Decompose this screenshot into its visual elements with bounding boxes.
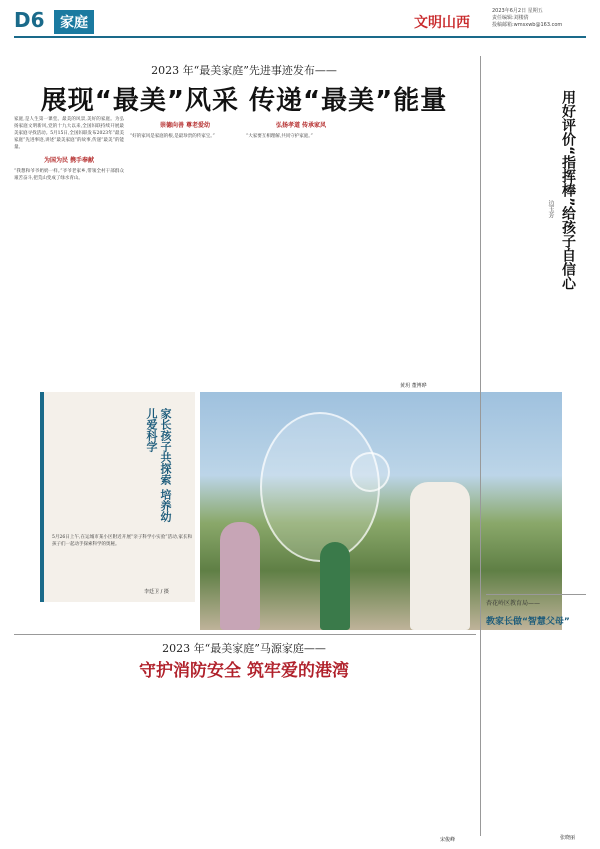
story-column bbox=[246, 116, 356, 386]
sidebar2-title: 教家长做“智慧父母” bbox=[486, 617, 570, 627]
issue-date: 2023年6月2日 bbox=[492, 8, 527, 14]
publication-logo: 文明山西 bbox=[414, 15, 470, 31]
section-label: 家庭 bbox=[54, 10, 94, 34]
story-subhead: 崇德向善 尊老爱幼 bbox=[159, 122, 211, 129]
story-paragraph: 家庭,是人生第一课堂。最美的风景,美好的家庭。为弘扬家庭文明新风,党的十九大以来,全国妇联持续开展最美家庭寻找活动。5月15日,全国妇联发布2023年“最美家庭”先进事迹,讲述“最美家庭”的故事,传递“最美”的能量。 bbox=[14, 117, 124, 150]
sidebar2-column bbox=[486, 632, 586, 832]
column-divider bbox=[480, 56, 481, 836]
child-figure bbox=[320, 542, 350, 630]
photo-caption-title: 家长孩子共探索 培养幼儿爱科学 bbox=[145, 408, 172, 522]
sidebar2-byline: 张晓丽 bbox=[560, 835, 576, 841]
story-subhead: 为国为民 携手奉献 bbox=[43, 157, 95, 164]
story-paragraph: “我想和爷爷奶奶一样。”爷爷老家乡,带领全村干部群众艰苦奋斗,把荒山变成了绿水青山。 bbox=[14, 169, 124, 181]
photo-caption-box bbox=[40, 392, 195, 602]
story2-byline: 宋俊峰 bbox=[440, 837, 456, 843]
story-subhead: 弘扬孝道 传承家风 bbox=[275, 122, 327, 129]
sidebar-title: 用好评价“指挥棒”给孩子自信心 bbox=[560, 90, 576, 291]
soap-bubble bbox=[350, 452, 390, 492]
editor: 责任编辑:刘楼倩 bbox=[492, 15, 529, 21]
sidebar2-kicker: 杏花岭区教育局—— bbox=[486, 600, 541, 607]
story-paragraph: “大家要互相理解,共同守护家庭。” bbox=[246, 134, 313, 139]
story2-column bbox=[130, 686, 240, 836]
story-byline: 黄玥 董博晔 bbox=[400, 383, 427, 389]
photo-caption-text: 5月26日上午,在运城市某小区附近开展“亲子科学小实验”活动,家长和孩子们一起动手探索科学的奥秘。 bbox=[52, 535, 192, 547]
section-divider bbox=[14, 634, 476, 635]
story-kicker: 2023 年“最美家庭”先进事迹发布—— bbox=[151, 64, 337, 77]
masthead bbox=[14, 6, 586, 38]
sidebar-divider bbox=[486, 594, 586, 595]
story-paragraph: “好的家风是家庭的根,是最珍贵的传家宝。” bbox=[130, 134, 215, 139]
issue-weekday: 星期五 bbox=[527, 8, 543, 14]
story-column bbox=[14, 116, 124, 386]
story2-headline: 守护消防安全 筑牢爱的港湾 bbox=[139, 661, 349, 681]
page-number: D6 bbox=[14, 8, 45, 32]
email: 投稿邮箱:wmsxwb@163.com bbox=[492, 22, 563, 28]
story-column bbox=[130, 116, 240, 386]
sidebar-column bbox=[486, 56, 556, 576]
story2-column bbox=[14, 686, 124, 836]
story2-kicker: 2023 年“最美家庭”马源家庭—— bbox=[162, 642, 326, 655]
story2-column bbox=[246, 686, 356, 836]
story-headline: 展现“最美”风采 传递“最美”能量 bbox=[40, 86, 448, 116]
background-figure bbox=[220, 522, 260, 630]
story2-column bbox=[362, 686, 472, 836]
photo-credit: 李廷卫 / 摄 bbox=[144, 589, 169, 595]
adult-figure bbox=[410, 482, 470, 630]
sidebar-author: 边玉芳 bbox=[547, 200, 554, 218]
story-column bbox=[362, 116, 474, 386]
masthead-meta bbox=[492, 8, 562, 29]
